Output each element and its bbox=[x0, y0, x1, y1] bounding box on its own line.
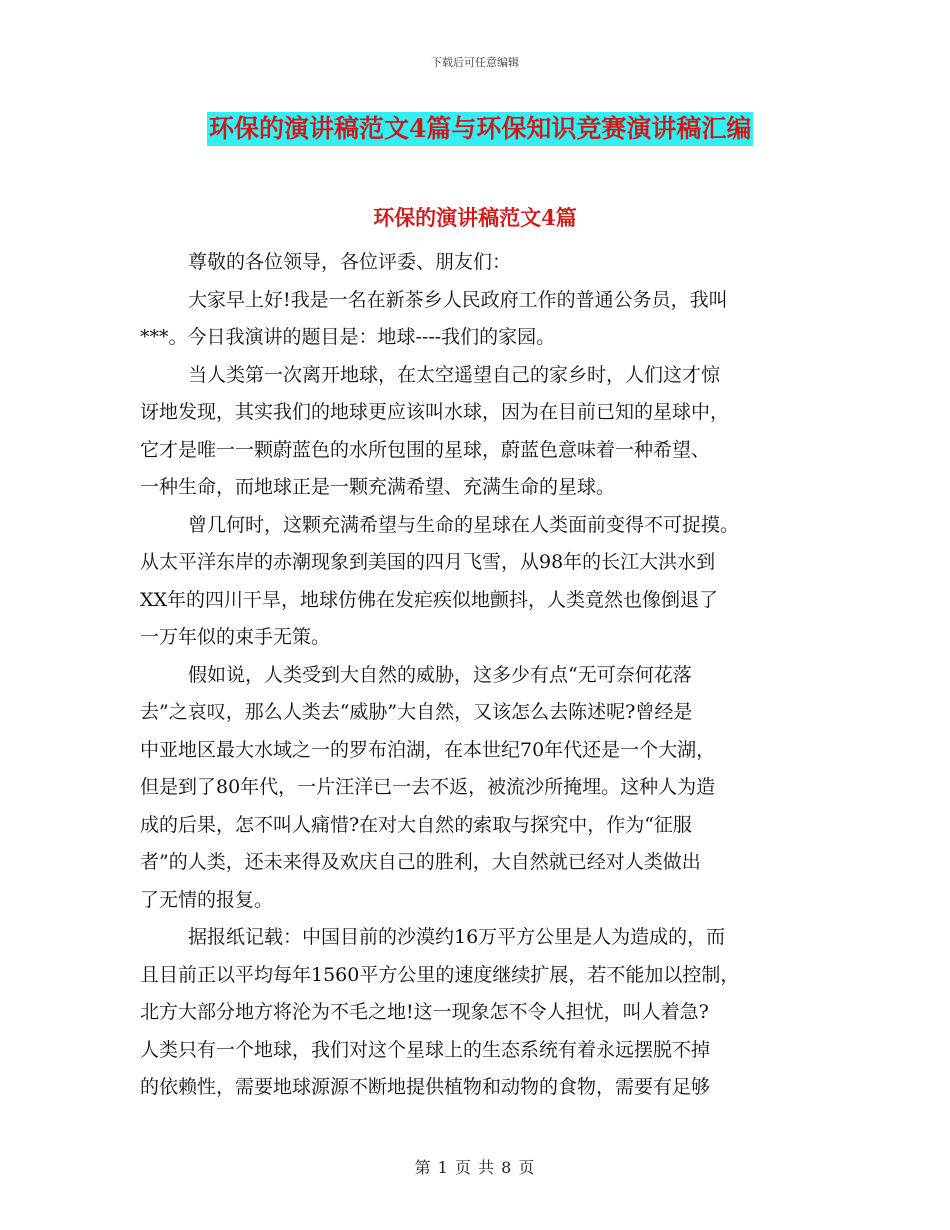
paragraph-line: 北方大部分地方将沦为不毛之地!这一现象怎不令人担忧，叫人着急? bbox=[140, 1001, 709, 1023]
header-note: 下载后可任意编辑 bbox=[431, 56, 519, 69]
paragraph-line: 者”的人类，还未来得及欢庆自己的胜利，大自然就已经对人类做出 bbox=[140, 851, 701, 873]
paragraph-line: 且目前正以平均每年1560平方公里的速度继续扩展，若不能加以控制， bbox=[140, 963, 740, 986]
paragraph-line: 去”之哀叹，那么人类去“威胁”大自然，又该怎么去陈述呢?曾经是 bbox=[140, 701, 693, 723]
paragraph-line: 成的后果，怎不叫人痛惜?在对大自然的索取与探究中，作为“征服 bbox=[140, 813, 692, 836]
paragraph-line: 了无情的报复。 bbox=[140, 888, 274, 911]
page-number-footer: 第 1 页 共 8 页 bbox=[414, 1158, 536, 1177]
paragraph-line: ***。今日我演讲的题目是：地球----我们的家园。 bbox=[140, 326, 556, 348]
paragraph-line: 从太平洋东岸的赤潮现象到美国的四月飞雪，从98年的长江大洪水到 bbox=[140, 551, 716, 573]
paragraph-line: 中亚地区最大水域之一的罗布泊湖，在本世纪70年代还是一个大湖， bbox=[140, 738, 716, 761]
paragraph-line: XX年的四川干旱，地球仿佛在发疟疾似地颤抖，人类竟然也像倒退了 bbox=[140, 588, 719, 611]
speech-body bbox=[140, 244, 820, 1107]
paragraph-line: 一万年似的束手无策。 bbox=[140, 626, 331, 648]
paragraph-line: 假如说，人类受到大自然的威胁，这多少有点“无可奈何花落 bbox=[188, 663, 692, 686]
salutation-line: 尊敬的各位领导，各位评委、朋友们： bbox=[188, 251, 512, 273]
document-main-title: 环保的演讲稿范文4篇与环保知识竞赛演讲稿汇编 bbox=[207, 112, 753, 146]
paragraph-line: 但是到了80年代，一片汪洋已一去不返，被流沙所掩埋。这种人为造 bbox=[140, 776, 716, 798]
paragraph-line: 的依赖性，需要地球源源不断地提供植物和动物的食物，需要有足够 bbox=[140, 1076, 711, 1098]
section-title: 环保的演讲稿范文4篇 bbox=[373, 205, 577, 230]
paragraph-line: 人类只有一个地球，我们对这个星球上的生态系统有着永远摆脱不掉 bbox=[140, 1038, 711, 1061]
paragraph-line: 曾几何时，这颗充满希望与生命的星球在人类面前变得不可捉摸。 bbox=[188, 513, 740, 536]
paragraph-line: 大家早上好!我是一名在新茶乡人民政府工作的普通公务员，我叫 bbox=[188, 288, 728, 311]
paragraph-line: 它才是唯一一颗蔚蓝色的水所包围的星球，蔚蓝色意味着一种希望、 bbox=[140, 438, 711, 461]
paragraph-line: 一种生命，而地球正是一颗充满希望、充满生命的星球。 bbox=[140, 476, 616, 498]
paragraph-line: 当人类第一次离开地球，在太空遥望自己的家乡时，人们这才惊 bbox=[188, 363, 721, 386]
paragraph-line: 据报纸记载：中国目前的沙漠约16万平方公里是人为造成的，而 bbox=[188, 926, 726, 948]
paragraph-line: 讶地发现，其实我们的地球更应该叫水球，因为在目前已知的星球中， bbox=[140, 401, 730, 423]
